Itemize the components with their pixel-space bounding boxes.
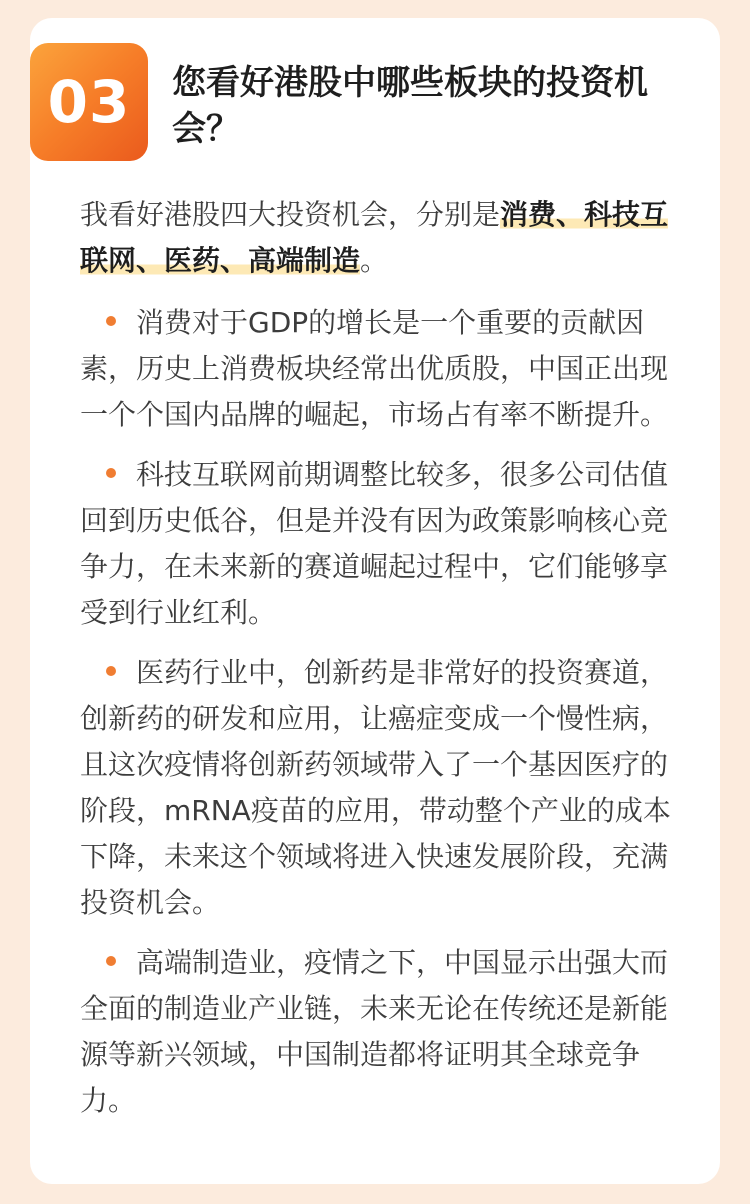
- list-item-text: 科技互联网前期调整比较多，很多公司估值回到历史低谷，但是并没有因为政策影响核心竞争力，在未来新的赛道崛起过程中，它们能够享受到行业红利。: [80, 458, 669, 629]
- list-item-text: 医药行业中，创新药是非常好的投资赛道，创新药的研发和应用，让癌症变成一个慢性病，且这次疫情将创新药领域带入了一个基因医疗的阶段，mRNA疫苗的应用，带动整个产业的成本下降，未来这个领域将进入快速发展阶段，充满投资机会。: [80, 656, 671, 919]
- section-title: 您看好港股中哪些板块的投资机会？: [172, 63, 648, 149]
- list-item: [80, 940, 690, 1124]
- list-item: [80, 300, 690, 438]
- bullet-dot-icon: [106, 666, 116, 676]
- bullet-dot-icon: [106, 316, 116, 326]
- bullet-dot-icon: [106, 956, 116, 966]
- bullet-dot-icon: [106, 468, 116, 478]
- opportunity-list: [80, 300, 690, 1138]
- section-number-badge: 03: [30, 43, 148, 161]
- list-item: [80, 452, 690, 636]
- intro-paragraph: [80, 192, 692, 284]
- list-item: [80, 650, 690, 926]
- list-item-text: 高端制造业，疫情之下，中国显示出强大而全面的制造业产业链，未来无论在传统还是新能源等新兴领域，中国制造都将证明其全球竞争力。: [80, 946, 669, 1117]
- intro-highlight: 消费、科技互联网、医药、高端制造: [80, 198, 669, 277]
- intro-lead: 我看好港股四大投资机会，分别是: [80, 198, 501, 231]
- list-item-text: 消费对于GDP的增长是一个重要的贡献因素，历史上消费板块经常出优质股，中国正出现一个个国内品牌的崛起，市场占有率不断提升。: [80, 306, 669, 431]
- intro-end: 。: [360, 244, 389, 277]
